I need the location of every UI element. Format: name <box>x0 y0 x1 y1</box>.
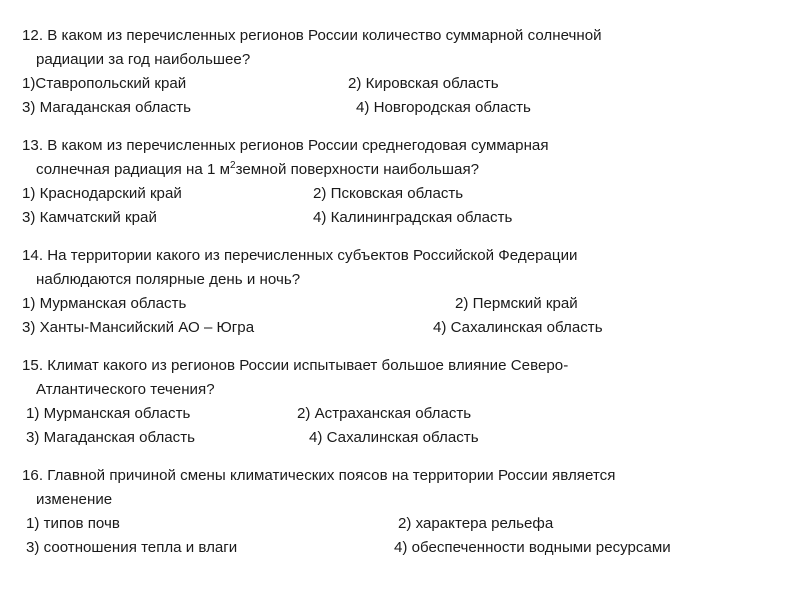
answer-option-row <box>14 426 786 450</box>
question-stem-line: радиации за год наибольшее? <box>36 51 251 68</box>
question-stem-line <box>14 158 786 182</box>
answer-option-4[interactable]: 4) обеспеченности водными ресурсами <box>394 539 671 556</box>
square-meter-superscript: 2 <box>230 159 236 171</box>
question-stem-line: 12. В каком из перечисленных регионов России количество суммарной солнечной <box>22 27 602 44</box>
answer-option-4[interactable]: 4) Сахалинская область <box>433 319 603 336</box>
answer-option-row <box>14 536 786 560</box>
answer-option-1[interactable]: 1) Мурманская область <box>26 405 191 422</box>
answer-option-4[interactable]: 4) Сахалинская область <box>309 429 479 446</box>
answer-option-row <box>14 72 786 96</box>
answer-option-1[interactable]: 1) типов почв <box>26 515 120 532</box>
answer-option-row <box>14 96 786 120</box>
stem-text-after-unit: земной поверхности наибольшая? <box>235 161 480 178</box>
answer-option-2[interactable]: 2) Астраханская область <box>297 405 472 422</box>
answer-option-row <box>14 206 786 230</box>
question-stem-line: наблюдаются полярные день и ночь? <box>36 271 301 288</box>
answer-option-3[interactable]: 3) соотношения тепла и влаги <box>26 539 238 556</box>
answer-option-4[interactable]: 4) Новгородская область <box>356 99 531 116</box>
answer-option-1[interactable]: 1) Краснодарский край <box>22 185 182 202</box>
answer-option-4[interactable]: 4) Калининградская область <box>313 209 513 226</box>
question-block-15 <box>14 354 786 450</box>
answer-option-row <box>14 512 786 536</box>
question-stem-line: изменение <box>36 491 113 508</box>
question-block-14 <box>14 244 786 340</box>
answer-option-row <box>14 316 786 340</box>
question-stem-line: 15. Климат какого из регионов России испытывает большое влияние Северо- <box>22 357 569 374</box>
answer-option-2[interactable]: 2) Кировская область <box>348 75 499 92</box>
question-stem-line: 13. В каком из перечисленных регионов России среднегодовая суммарная <box>22 137 549 154</box>
answer-option-3[interactable]: 3) Ханты-Мансийский АО – Югра <box>22 319 255 336</box>
answer-option-3[interactable]: 3) Магаданская область <box>26 429 195 446</box>
answer-option-1[interactable]: 1)Ставропольский край <box>22 75 187 92</box>
question-stem-line: 14. На территории какого из перечисленных субъектов Российской Федерации <box>22 247 578 264</box>
question-block-13 <box>14 134 786 230</box>
answer-option-2[interactable]: 2) характера рельефа <box>398 515 554 532</box>
question-stem-line: 16. Главной причиной смены климатических поясов на территории России является <box>22 467 616 484</box>
answer-option-row <box>14 292 786 316</box>
answer-option-row <box>14 182 786 206</box>
answer-option-3[interactable]: 3) Магаданская область <box>22 99 191 116</box>
answer-option-3[interactable]: 3) Камчатский край <box>22 209 157 226</box>
question-block-16 <box>14 464 786 560</box>
answer-option-row <box>14 402 786 426</box>
answer-option-2[interactable]: 2) Псковская область <box>313 185 464 202</box>
answer-option-2[interactable]: 2) Пермский край <box>455 295 578 312</box>
question-stem-line: Атлантического течения? <box>36 381 215 398</box>
stem-text-before-unit: солнечная радиация на 1 м <box>36 161 231 178</box>
answer-option-1[interactable]: 1) Мурманская область <box>22 295 187 312</box>
question-block-12 <box>14 24 786 120</box>
